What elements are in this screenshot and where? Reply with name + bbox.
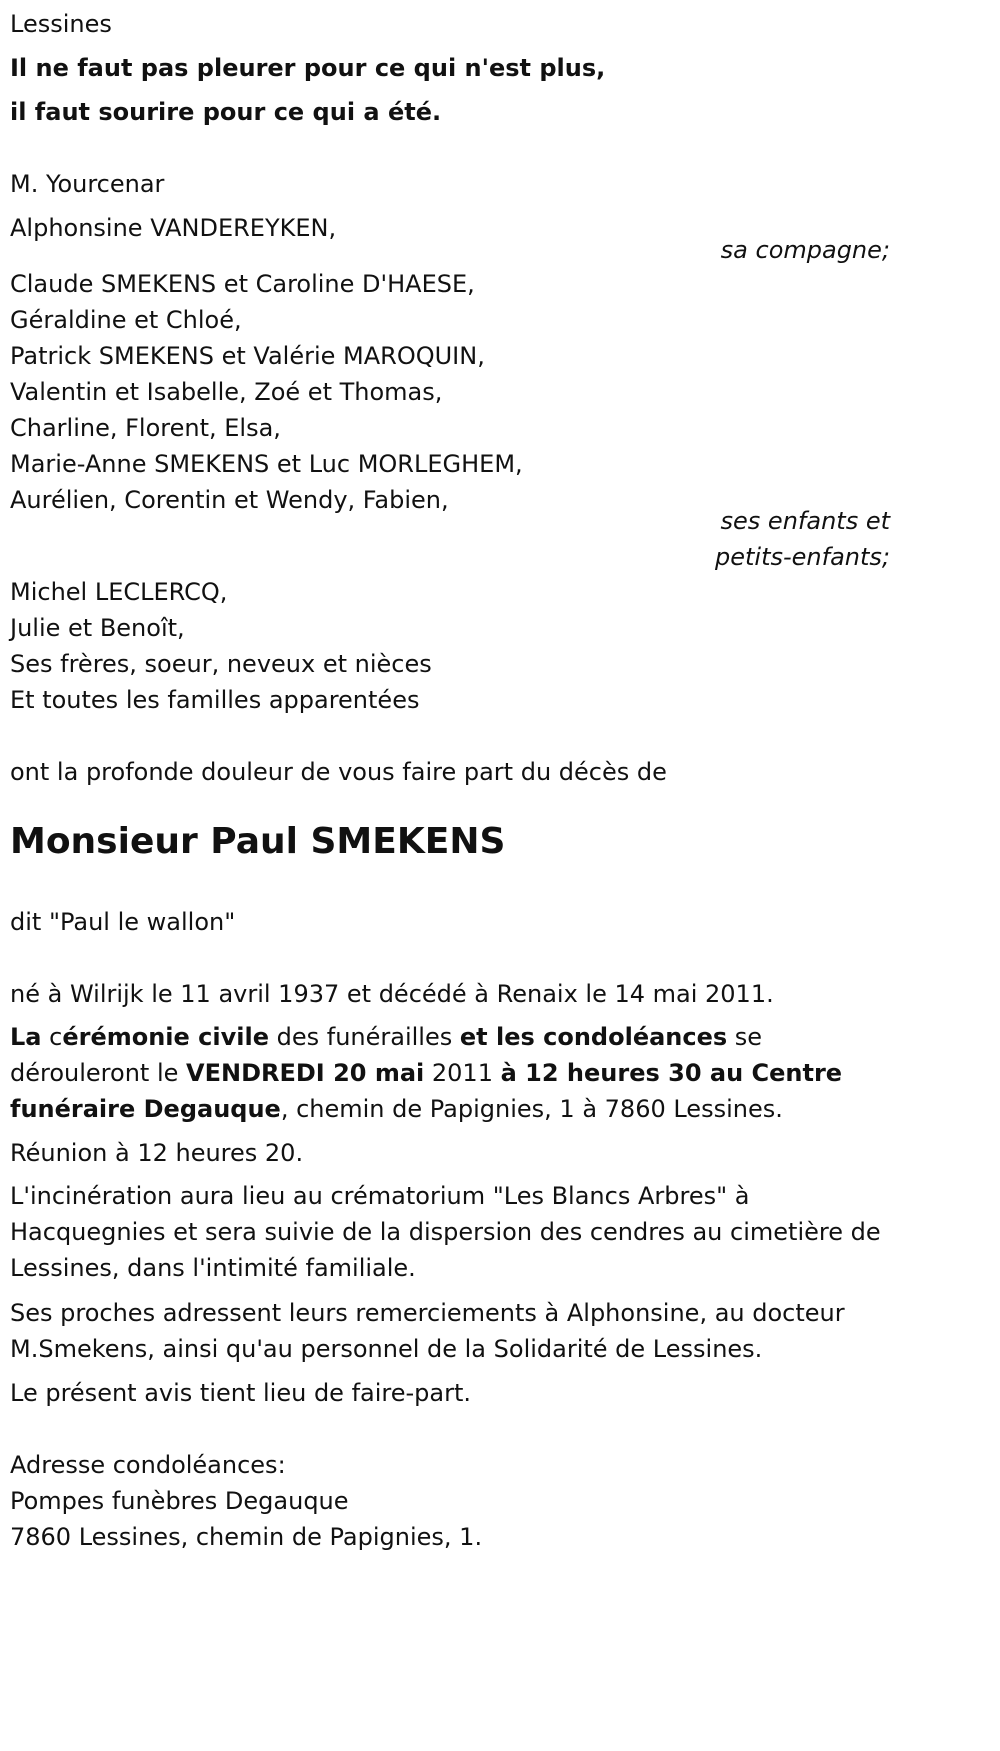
announcement: ont la profonde douleur de vous faire part du décès de [10, 758, 667, 786]
family-line: Marie-Anne SMEKENS et Luc MORLEGHEM, [10, 450, 523, 478]
companion-relation: sa compagne; [720, 236, 890, 264]
ceremony-text: VENDREDI 20 mai [186, 1059, 425, 1087]
incineration-paragraph: L'incinération aura lieu au crématorium "Les Blancs Arbres" à Hacquegnies et sera suivie de la dispersion des cendres au cimetière de Lessines, dans l'intimité familiale. [10, 1182, 881, 1282]
ceremony-text: érémonie civile [62, 1023, 269, 1051]
family-line: Julie et Benoît, [10, 614, 185, 642]
family-line: Aurélien, Corentin et Wendy, Fabien, [10, 486, 449, 514]
ceremony-text: 2011 [424, 1059, 501, 1087]
children-relation: petits-enfants; [715, 543, 890, 571]
family-line: Ses frères, soeur, neveux et nièces [10, 650, 432, 678]
ceremony-text: La [10, 1023, 42, 1051]
family-line: Et toutes les familles apparentées [10, 686, 420, 714]
family-line: Patrick SMEKENS et Valérie MAROQUIN, [10, 342, 485, 370]
location: Lessines [10, 10, 112, 38]
address-line: 7860 Lessines, chemin de Papignies, 1. [10, 1523, 483, 1551]
family-line: Michel LECLERCQ, [10, 578, 228, 606]
ceremony-text: , chemin de Papignies, 1 à 7860 Lessines. [280, 1095, 783, 1123]
deceased-dates: né à Wilrijk le 11 avril 1937 et décédé à Renaix le 14 mai 2011. [10, 980, 774, 1008]
ceremony-text: des funérailles [269, 1023, 460, 1051]
family-line: Charline, Florent, Elsa, [10, 414, 281, 442]
notice: Le présent avis tient lieu de faire-part. [10, 1379, 472, 1407]
address-line: Pompes funèbres Degauque [10, 1487, 349, 1515]
ceremony-paragraph [10, 1019, 890, 1127]
ceremony-text: se dérouleront le [10, 1023, 763, 1087]
quote-line-1: Il ne faut pas pleurer pour ce qui n'est plus, [10, 54, 606, 82]
ceremony-text: et les condoléances [459, 1023, 728, 1051]
family-line: Valentin et Isabelle, Zoé et Thomas, [10, 378, 443, 406]
ceremony-text: c [41, 1023, 63, 1051]
family-line: Claude SMEKENS et Caroline D'HAESE, [10, 270, 475, 298]
children-relation: ses enfants et [720, 507, 890, 535]
ceremony-text: à 12 heures 30 au Centre funéraire Degauque [10, 1059, 843, 1123]
companion-name: Alphonsine VANDEREYKEN, [10, 214, 337, 242]
deceased-name: Monsieur Paul SMEKENS [10, 821, 506, 862]
thanks-paragraph: Ses proches adressent leurs remerciements à Alphonsine, au docteur M.Smekens, ainsi qu'au personnel de la Solidarité de Lessines. [10, 1299, 845, 1363]
quote-line-2: il faut sourire pour ce qui a été. [10, 98, 442, 126]
family-line: Géraldine et Chloé, [10, 306, 242, 334]
address-title: Adresse condoléances: [10, 1451, 286, 1479]
deceased-nickname: dit "Paul le wallon" [10, 908, 236, 936]
reunion: Réunion à 12 heures 20. [10, 1139, 304, 1167]
quote-author: M. Yourcenar [10, 170, 165, 198]
